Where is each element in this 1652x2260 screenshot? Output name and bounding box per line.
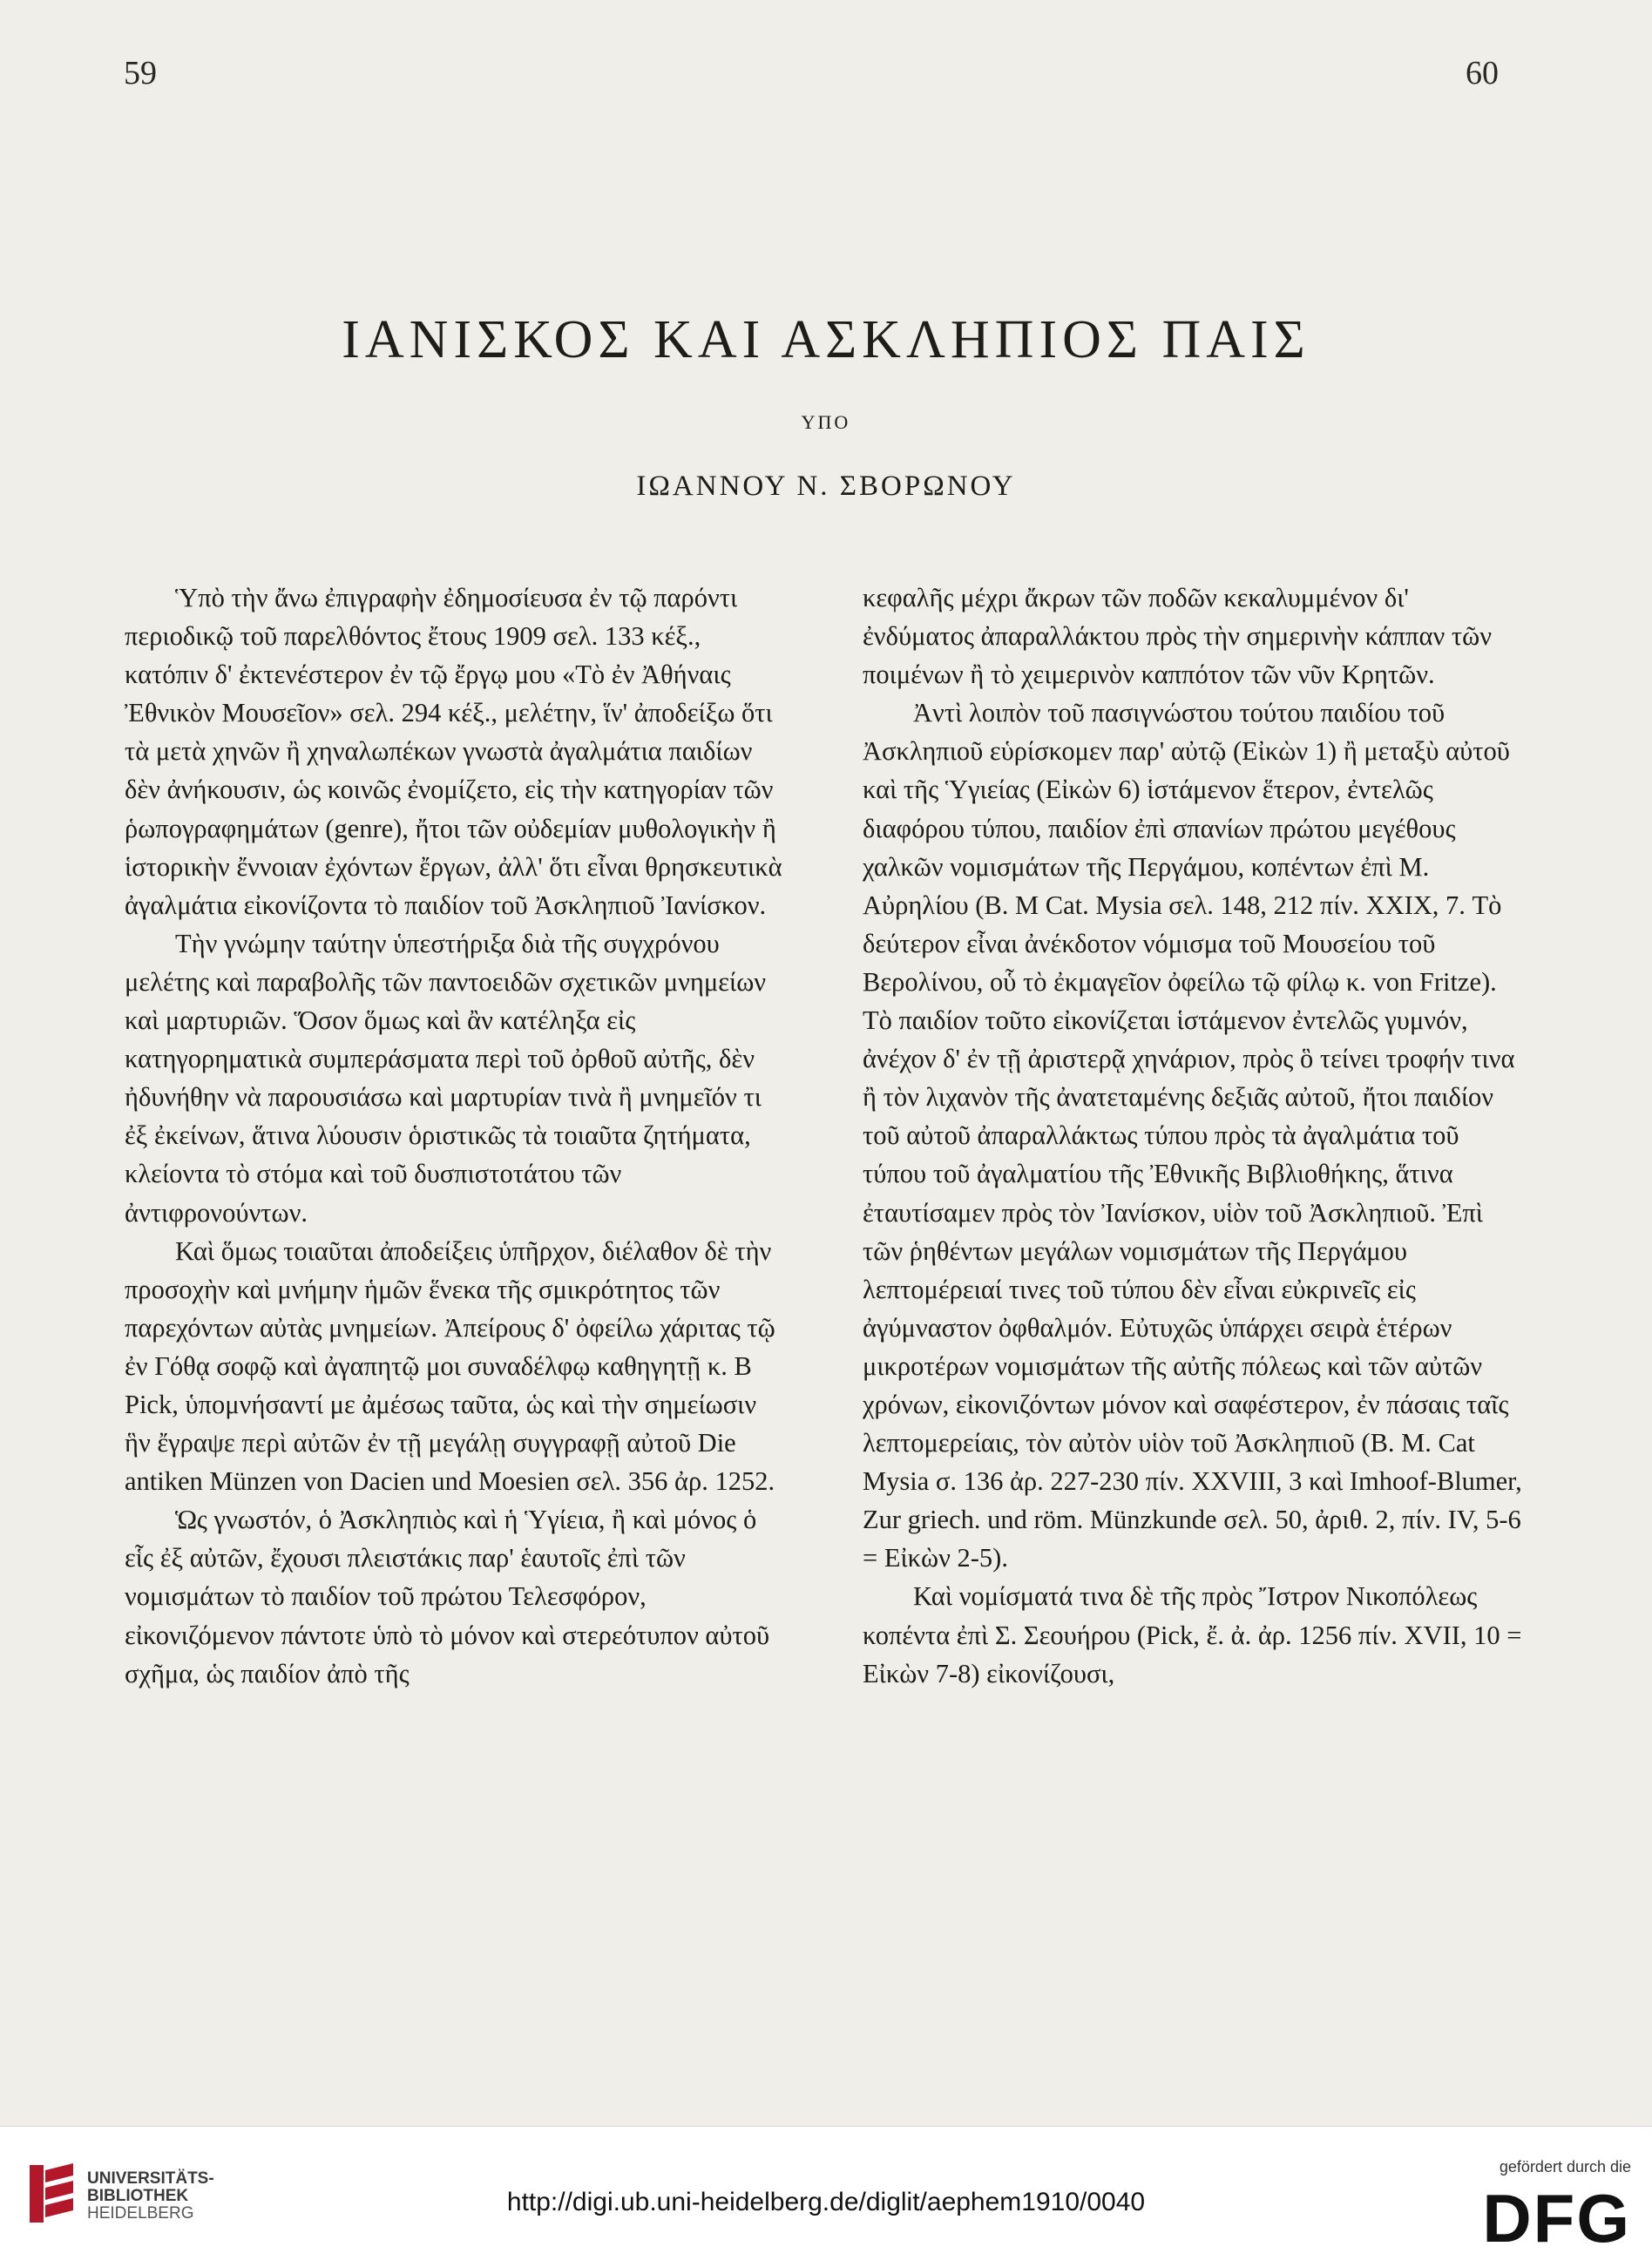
permalink-url[interactable]: http://digi.ub.uni-heidelberg.de/diglit/aephem1910/0040 [506, 2188, 1146, 2216]
paragraph: Τὴν γνώμην ταύτην ὑπεστήριξα διὰ τῆς συγχρόνου μελέτης καὶ παραβολῆς τῶν παντοειδῶν σχετικῶν μνημείων καὶ μαρτυριῶν. Ὅσον ὅμως καὶ ἂν κατέληξα εἰς κατηγορηματικὰ συμπεράσματα περὶ τοῦ ὀρθοῦ αὐτῆς, δὲν ἠδυνήθην νὰ παρουσιάσω καὶ μαρτυρίαν τινὰ ἢ μνημεῖόν τι ἐξ ἐκείνων, ἅτινα λύουσιν ὁριστικῶς τὰ τοιαῦτα ζητήματα, κλείοντα τὸ στόμα καὶ τοῦ δυσπιστοτάτου τῶν ἀντιφρονούντων. [125, 928, 767, 1228]
paragraph: κεφαλῆς μέχρι ἄκρων τῶν ποδῶν κεκαλυμμένον δι' ἐνδύματος ἀπαραλλάκτου πρὸς τὴν σημερινὴν κάππαν τῶν ποιμένων ἢ τὸ χειμερινὸν καππότον τῶν νῦν Κρητῶν. [863, 583, 1493, 690]
article-title: ΙΑΝΙΣΚΟΣ ΚΑΙ ΑΣΚΛΗΠΙΟΣ ΠΑΙΣ [342, 310, 1310, 369]
left-text-column [125, 579, 785, 1693]
library-name-line: HEIDELBERG [87, 2204, 194, 2223]
left-page-number: 59 [124, 55, 157, 91]
library-name-line: UNIVERSITÄTS- [87, 2169, 214, 2188]
funded-by-label: gefördert durch die [1499, 2158, 1631, 2175]
byline-by: ΥΠΟ [801, 411, 851, 433]
paragraph: Ὑπὸ τὴν ἄνω ἐπιγραφὴν ἐδημοσίευσα ἐν τῷ παρόντι περιοδικῷ τοῦ παρελθόντος ἔτους 1909 σελ. 133 κέξ., κατόπιν δ' ἐκτενέστερον ἐν τῷ ἔργῳ μου «Τὸ ἐν Ἀθήναις Ἐθνικὸν Μουσεῖον» σελ. 294 κέξ., μελέτην, ἵν' ἀποδείξω ὅτι τὰ μετὰ χηνῶν ἢ χηναλωπέκων γνωστὰ ἀγαλμάτια παιδίων δὲν ἀνήκουσιν, ὡς κοινῶς ἐνομίζετο, εἰς τὴν κατηγορίαν τῶν ῥωπογραφημάτων (genre), ἤτοι τῶν οὐδεμίαν μυθολογικὴν ἢ ἱστορικὴν ἔννοιαν ἐχόντων ἔργων, ἀλλ' ὅτι εἶναι θρησκευτικὰ ἀγαλμάτια εἰκονίζοντα τὸ παιδίον τοῦ Ἀσκληπιοῦ Ἰανίσκον. [125, 583, 782, 920]
footer-banner [0, 2126, 1652, 2260]
right-text-column [863, 579, 1523, 1693]
library-name-line: BIBLIOTHEK [87, 2187, 189, 2205]
paragraph: Καὶ νομίσματά τινα δὲ τῆς πρὸς Ἴστρον Νικοπόλεως κοπέντα ἐπὶ Σ. Σεουήρου (Pick, ἔ. ἀ. ἀρ. 1256 πίν. XVII, 10 = Εἰκὼν 7-8) εἰκονίζουσι, [863, 1581, 1522, 1688]
author-name: ΙΩΑΝΝΟΥ Ν. ΣΒΟΡΩΝΟΥ [636, 470, 1016, 502]
paragraph: Ὡς γνωστόν, ὁ Ἀσκληπιὸς καὶ ἡ Ὑγίεια, ἢ καὶ μόνος ὁ εἷς ἐξ αὐτῶν, ἔχουσι πλειστάκις παρ' ἑαυτοῖς ἐπὶ τῶν νομισμάτων τὸ παιδίον τοῦ πρώτου Τελεσφόρον, εἰκονιζόμενον πάντοτε ὑπὸ τὸ μόνον καὶ στερεότυπον αὐτοῦ σχῆμα, ὡς παιδίον ἀπὸ τῆς [125, 1505, 770, 1688]
right-page-number: 60 [1466, 55, 1499, 91]
dfg-logo[interactable]: DFG [1482, 2180, 1631, 2257]
paragraph: Ἀντὶ λοιπὸν τοῦ πασιγνώστου τούτου παιδίου τοῦ Ἀσκληπιοῦ εὑρίσκομεν παρ' αὐτῷ (Εἰκὼν 1) ἢ μεταξὺ αὐτοῦ καὶ τῆς Ὑγιείας (Εἰκὼν 6) ἱστάμενον ἕτερον, ἐντελῶς διαφόρου τύπου, παιδίον ἐπὶ σπανίων πρώτου μεγέθους χαλκῶν νομισμάτων τῆς Περγάμου, κοπέντων ἐπὶ Μ. Αὐρηλίου (B. M Cat. Mysia σελ. 148, 212 πίν. XXIX, 7. Τὸ δεύτερον εἶναι ἀνέκδοτον νόμισμα τοῦ Μουσείου τοῦ Βερολίνου, οὗ τὸ ἐκμαγεῖον ὀφείλω τῷ φίλῳ κ. von Fritze). Τὸ παιδίον τοῦτο εἰκονίζεται ἱστάμενον ἐντελῶς γυμνόν, ἀνέχον δ' ἐν τῇ ἀριστερᾷ χηνάριον, πρὸς ὃ τείνει τροφήν τινα ἢ τὸν λιχανὸν τῆς ἀνατεταμένης δεξιᾶς αὐτοῦ, ἤτοι παιδίον τοῦ αὐτοῦ ἀπαραλλάκτως τύπου πρὸς τὰ ἀγαλμάτια τοῦ τύπου τοῦ ἀγαλματίου τῆς Ἐθνικῆς Βιβλιοθήκης, ἅτινα ἐταυτίσαμεν πρὸς τὸν Ἰανίσκον, υἱὸν τοῦ Ἀσκληπιοῦ. Ἐπὶ τῶν ῥηθέντων μεγάλων νομισμάτων τῆς Περγάμου λεπτομέρειαί τινες τοῦ τύπου δὲν εἶναι εὐκρινεῖς εἰς ἀγύμναστον ὀφθαλμόν. Εὐτυχῶς ὑπάρχει σειρὰ ἑτέρων μικροτέρων νομισμάτων τῆς αὐτῆς πόλεως καὶ τῶν αὐτῶν χρόνων, εἰκονιζόντων μόνον καὶ σαφέστερον, ἐν πάσαις ταῖς λεπτομερείαις, τὸν αὐτὸν υἱὸν τοῦ Ἀσκληπιοῦ (B. M. Cat Mysia σ. 136 ἀρ. 227-230 πίν. XXVIII, 3 καὶ Imhoof-Blumer, Zur griech. und röm. Münzkunde σελ. 50, ἀριθ. 2, πίν. IV, 5-6 = Εἰκὼν 2-5). [863, 698, 1522, 1573]
paragraph: Καὶ ὅμως τοιαῦται ἀποδείξεις ὑπῆρχον, διέλαθον δὲ τὴν προσοχὴν καὶ μνήμην ἡμῶν ἕνεκα τῆς σμικρότητος τῶν παρεχόντων αὐτὰς μνημείων. Ἀπείρους δ' ὀφείλω χάριτας τῷ ἐν Γόθᾳ σοφῷ καὶ ἀγαπητῷ μοι συναδέλφῳ καθηγητῇ κ. B Pick, ὑπομνήσαντί με ἀμέσως ταῦτα, ὡς καὶ τὴν σημείωσιν ἣν ἔγραψε περὶ αὐτῶν ἐν τῇ μεγάλῃ συγγραφῇ αὐτοῦ Die antiken Münzen von Dacien und Moesien σελ. 356 ἀρ. 1252. [125, 1235, 775, 1497]
